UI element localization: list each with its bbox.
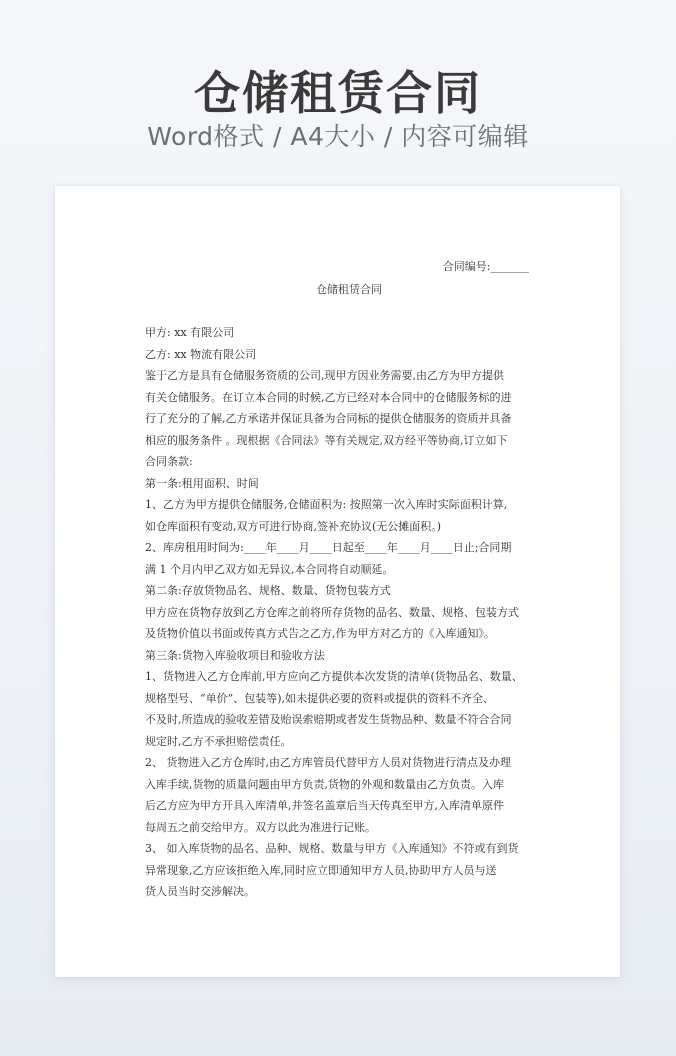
article-3-clause: 每周五之前交给甲方。双方以此为准进行记账。 (145, 820, 376, 834)
preamble-line: 有关仓储服务。在订立本合同的时候,乙方已经对本合同中的仓储服务标的进 (145, 390, 512, 404)
document-page (55, 186, 620, 977)
article-1-heading: 第一条:租用面积、时间 (145, 476, 259, 490)
article-3-clause: 异常现象,乙方应该拒绝入库,同时应立即通知甲方人员,协助甲方人员与送 (145, 863, 497, 877)
party-b-line: 乙方: xx 物流有限公司 (145, 347, 257, 361)
party-a-line: 甲方: xx 有限公司 (145, 326, 235, 339)
article-3-clause: 2、 货物进入乙方仓库时,由乙方库管员代替甲方人员对货物进行清点及办理 (145, 756, 511, 769)
contract-number: 合同编号:_______ (442, 260, 529, 273)
document-title: 仓储租赁合同 (316, 283, 382, 296)
article-3-clause: 货人员当时交涉解决。 (145, 885, 255, 898)
preamble-line: 鉴于乙方是具有仓储服务资质的公司,现甲方因业务需要,由乙方为甲方提供 (145, 369, 504, 382)
article-3-clause: 不及时,所造成的验收差错及贻误索赔期或者发生货物品种、数量不符合合同 (145, 713, 512, 726)
preamble-line: 相应的服务条件 。现根据《合同法》等有关规定,双方经平等协商,订立如下 (145, 433, 508, 447)
preamble-line: 行了充分的了解,乙方承诺并保证具备为合同标的提供仓储服务的资质并具备 (145, 412, 512, 425)
banner-subtitle: Word格式 / A4大小 / 内容可编辑 (147, 122, 529, 151)
article-1-clause: 2、库房租用时间为:____年____月____日起至____年____月____日止;合同期 (145, 541, 512, 554)
article-1-clause: 满 1 个月内甲乙双方如无异议,本合同将自动顺延。 (145, 562, 394, 576)
article-3-heading: 第三条:货物入库验收项目和验收方法 (145, 648, 325, 662)
article-1-clause: 如仓库面积有变动,双方可进行协商,签补充协议(无公摊面积。) (145, 519, 442, 533)
article-3-clause: 后乙方应为甲方开具入库清单,并签名盖章后当天传真至甲方,入库清单原件 (145, 799, 504, 812)
article-1-clause: 1、乙方为甲方提供仓储服务,仓储面积为: 按照第一次入库时实际面积计算, (145, 498, 508, 511)
article-3-clause: 规格型号、“单价”、包装等),如未提供必要的资料或提供的资料不齐全、 (145, 691, 495, 705)
article-2-clause: 及货物价值以书面或传真方式告之乙方,作为甲方对乙方的《入库通知》。 (145, 627, 495, 640)
article-2-clause: 甲方应在货物存放到乙方仓库之前将所存货物的品名、数量、规格、包装方式 (145, 605, 519, 619)
article-2-heading: 第二条:存放货物品名、规格、数量、货物包装方式 (145, 584, 391, 597)
article-3-clause: 入库手续,货物的质量问题由甲方负责,货物的外观和数量由乙方负责。入库 (145, 777, 504, 791)
article-3-clause: 1、货物进入乙方仓库前,甲方应向乙方提供本次发货的清单(货物品名、数量、 (145, 670, 523, 683)
document-body (145, 322, 545, 903)
article-3-clause: 3、 如入库货物的品名、品种、规格、数量与甲方《入库通知》不符或有到货 (145, 842, 519, 855)
preamble-line: 合同条款: (145, 455, 193, 468)
article-3-clause: 规定时,乙方不承担赔偿责任。 (145, 734, 292, 748)
banner-title: 仓储租赁合同 (194, 66, 482, 120)
